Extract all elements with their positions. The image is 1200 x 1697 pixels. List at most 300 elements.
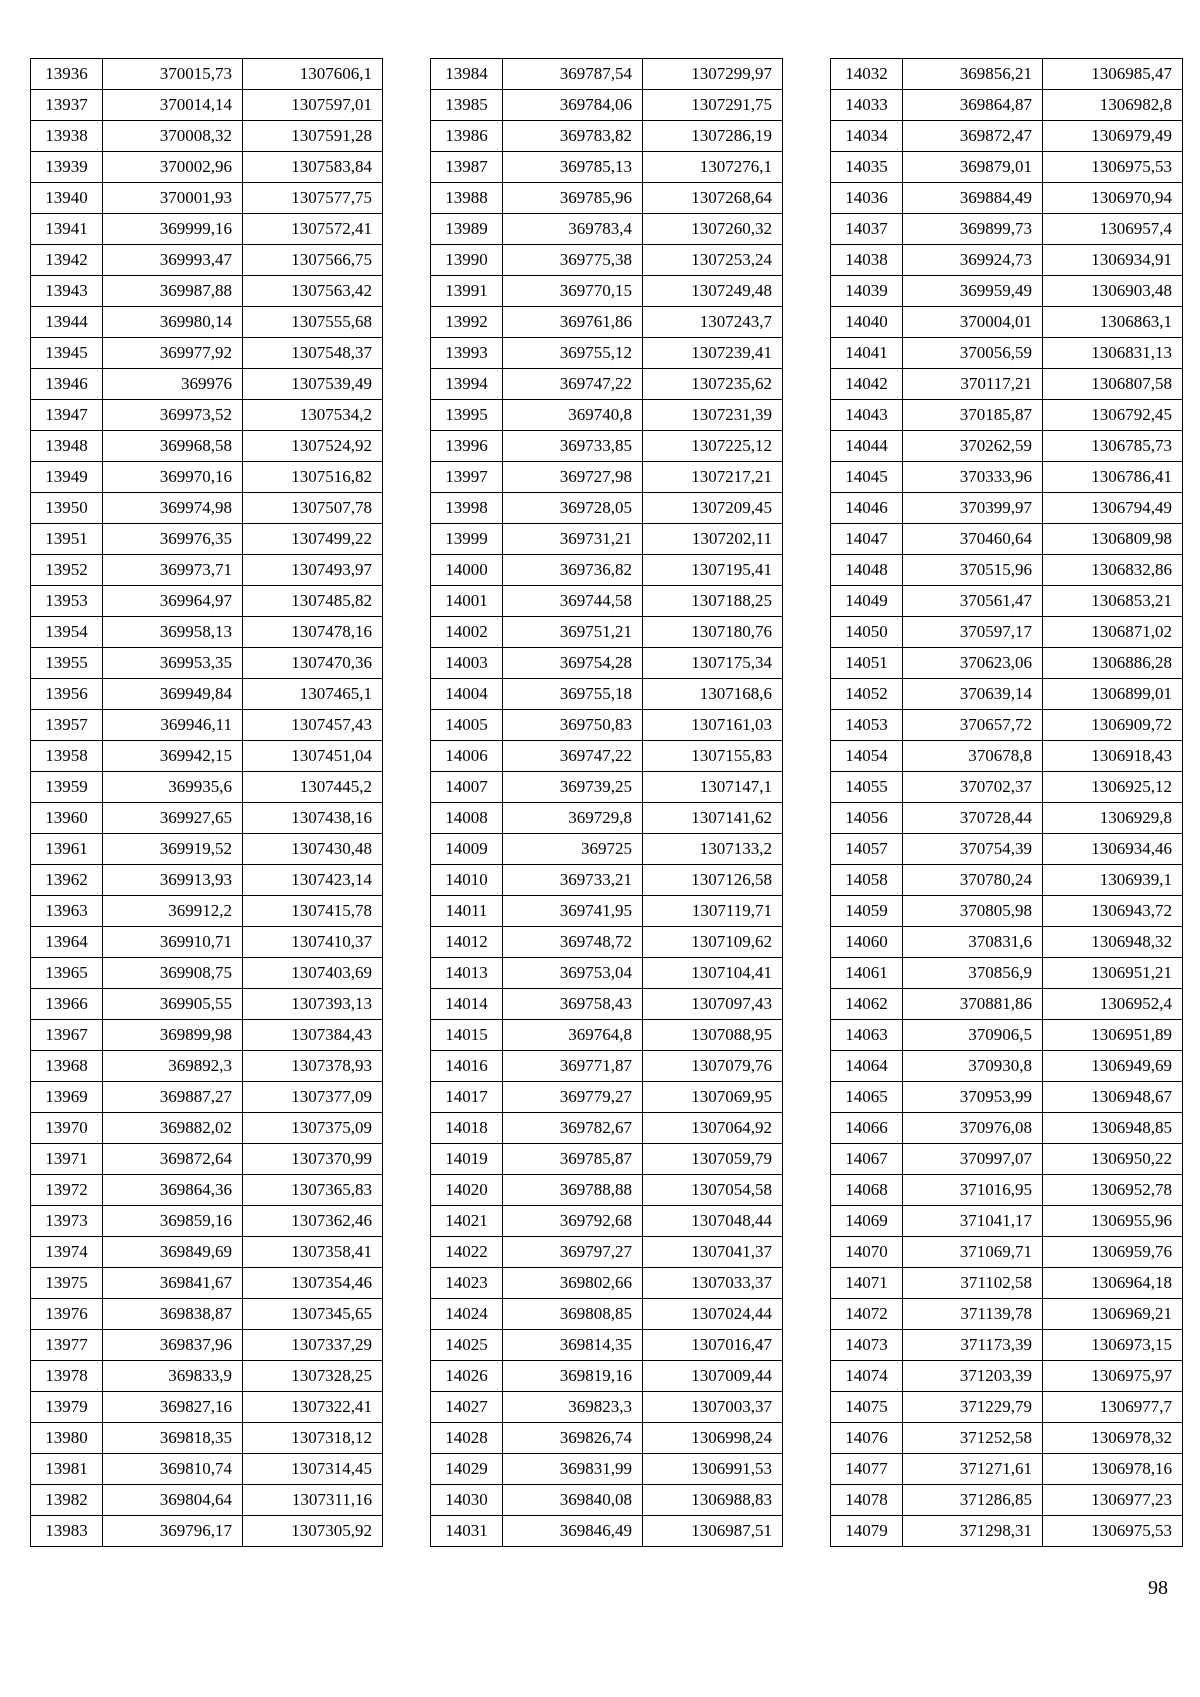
point-number-cell: 14050 xyxy=(831,617,903,648)
x-coordinate-cell: 369964,97 xyxy=(103,586,243,617)
point-number-cell: 14000 xyxy=(431,555,503,586)
x-coordinate-cell: 369810,74 xyxy=(103,1454,243,1485)
y-coordinate-cell: 1306959,76 xyxy=(1043,1237,1183,1268)
point-number-cell: 13985 xyxy=(431,90,503,121)
table-row xyxy=(831,865,1183,896)
y-coordinate-cell: 1307572,41 xyxy=(243,214,383,245)
table-row xyxy=(31,462,383,493)
point-number-cell: 14031 xyxy=(431,1516,503,1547)
table-row xyxy=(831,710,1183,741)
table-row xyxy=(31,1423,383,1454)
y-coordinate-cell: 1307524,92 xyxy=(243,431,383,462)
point-number-cell: 14055 xyxy=(831,772,903,803)
y-coordinate-cell: 1307054,58 xyxy=(643,1175,783,1206)
x-coordinate-cell: 369804,64 xyxy=(103,1485,243,1516)
y-coordinate-cell: 1307155,83 xyxy=(643,741,783,772)
y-coordinate-cell: 1307239,41 xyxy=(643,338,783,369)
point-number-cell: 14030 xyxy=(431,1485,503,1516)
y-coordinate-cell: 1307563,42 xyxy=(243,276,383,307)
x-coordinate-cell: 370639,14 xyxy=(903,679,1043,710)
point-number-cell: 14059 xyxy=(831,896,903,927)
table-row xyxy=(431,276,783,307)
x-coordinate-cell: 369827,16 xyxy=(103,1392,243,1423)
y-coordinate-cell: 1307322,41 xyxy=(243,1392,383,1423)
point-number-cell: 13954 xyxy=(31,617,103,648)
table-row xyxy=(831,648,1183,679)
y-coordinate-cell: 1306964,18 xyxy=(1043,1268,1183,1299)
y-coordinate-cell: 1307403,69 xyxy=(243,958,383,989)
x-coordinate-cell: 369856,21 xyxy=(903,59,1043,90)
point-number-cell: 14032 xyxy=(831,59,903,90)
y-coordinate-cell: 1307188,25 xyxy=(643,586,783,617)
table-row xyxy=(431,989,783,1020)
point-number-cell: 14053 xyxy=(831,710,903,741)
table-row xyxy=(31,1020,383,1051)
table-row xyxy=(31,1454,383,1485)
y-coordinate-cell: 1306949,69 xyxy=(1043,1051,1183,1082)
table-row xyxy=(431,803,783,834)
x-coordinate-cell: 370678,8 xyxy=(903,741,1043,772)
y-coordinate-cell: 1307064,92 xyxy=(643,1113,783,1144)
y-coordinate-cell: 1307358,41 xyxy=(243,1237,383,1268)
x-coordinate-cell: 369741,95 xyxy=(503,896,643,927)
table-row xyxy=(831,1113,1183,1144)
y-coordinate-cell: 1306978,16 xyxy=(1043,1454,1183,1485)
point-number-cell: 13969 xyxy=(31,1082,103,1113)
x-coordinate-cell: 371298,31 xyxy=(903,1516,1043,1547)
x-coordinate-cell: 370004,01 xyxy=(903,307,1043,338)
table-row xyxy=(431,400,783,431)
x-coordinate-cell: 371016,95 xyxy=(903,1175,1043,1206)
table-row xyxy=(831,1485,1183,1516)
x-coordinate-cell: 369884,49 xyxy=(903,183,1043,214)
x-coordinate-cell: 369761,86 xyxy=(503,307,643,338)
x-coordinate-cell: 370002,96 xyxy=(103,152,243,183)
y-coordinate-cell: 1307370,99 xyxy=(243,1144,383,1175)
point-number-cell: 13958 xyxy=(31,741,103,772)
point-number-cell: 13942 xyxy=(31,245,103,276)
point-number-cell: 14070 xyxy=(831,1237,903,1268)
y-coordinate-cell: 1307499,22 xyxy=(243,524,383,555)
table-row xyxy=(31,927,383,958)
point-number-cell: 13978 xyxy=(31,1361,103,1392)
x-coordinate-cell: 369841,67 xyxy=(103,1268,243,1299)
y-coordinate-cell: 1307253,24 xyxy=(643,245,783,276)
point-number-cell: 14072 xyxy=(831,1299,903,1330)
point-number-cell: 13990 xyxy=(431,245,503,276)
y-coordinate-cell: 1307478,16 xyxy=(243,617,383,648)
point-number-cell: 13948 xyxy=(31,431,103,462)
point-number-cell: 13959 xyxy=(31,772,103,803)
table-row xyxy=(31,152,383,183)
point-number-cell: 14073 xyxy=(831,1330,903,1361)
table-row xyxy=(31,1144,383,1175)
point-number-cell: 14033 xyxy=(831,90,903,121)
x-coordinate-cell: 369892,3 xyxy=(103,1051,243,1082)
table-row xyxy=(431,741,783,772)
table-row xyxy=(431,1268,783,1299)
x-coordinate-cell: 370515,96 xyxy=(903,555,1043,586)
point-number-cell: 13944 xyxy=(31,307,103,338)
y-coordinate-cell: 1307465,1 xyxy=(243,679,383,710)
x-coordinate-cell: 369814,35 xyxy=(503,1330,643,1361)
x-coordinate-cell: 369784,06 xyxy=(503,90,643,121)
point-number-cell: 14020 xyxy=(431,1175,503,1206)
table-row xyxy=(31,834,383,865)
table-row xyxy=(831,1516,1183,1547)
point-number-cell: 13982 xyxy=(31,1485,103,1516)
table-row xyxy=(431,90,783,121)
y-coordinate-cell: 1307415,78 xyxy=(243,896,383,927)
point-number-cell: 14069 xyxy=(831,1206,903,1237)
table-row xyxy=(431,586,783,617)
x-coordinate-cell: 369788,88 xyxy=(503,1175,643,1206)
x-coordinate-cell: 370976,08 xyxy=(903,1113,1043,1144)
y-coordinate-cell: 1307393,13 xyxy=(243,989,383,1020)
x-coordinate-cell: 369987,88 xyxy=(103,276,243,307)
table-row xyxy=(431,927,783,958)
point-number-cell: 14027 xyxy=(431,1392,503,1423)
x-coordinate-cell: 369729,8 xyxy=(503,803,643,834)
table-row xyxy=(831,555,1183,586)
y-coordinate-cell: 1307291,75 xyxy=(643,90,783,121)
point-number-cell: 13983 xyxy=(31,1516,103,1547)
point-number-cell: 14011 xyxy=(431,896,503,927)
table-row xyxy=(831,524,1183,555)
y-coordinate-cell: 1306957,4 xyxy=(1043,214,1183,245)
table-row xyxy=(31,1051,383,1082)
table-row xyxy=(31,1330,383,1361)
y-coordinate-cell: 1306948,67 xyxy=(1043,1082,1183,1113)
x-coordinate-cell: 370561,47 xyxy=(903,586,1043,617)
table-row xyxy=(831,1330,1183,1361)
point-number-cell: 13976 xyxy=(31,1299,103,1330)
table-row xyxy=(831,741,1183,772)
table-row xyxy=(431,1392,783,1423)
point-number-cell: 14044 xyxy=(831,431,903,462)
y-coordinate-cell: 1307126,58 xyxy=(643,865,783,896)
point-number-cell: 13962 xyxy=(31,865,103,896)
y-coordinate-cell: 1307577,75 xyxy=(243,183,383,214)
point-number-cell: 13972 xyxy=(31,1175,103,1206)
table-row xyxy=(431,183,783,214)
point-number-cell: 13970 xyxy=(31,1113,103,1144)
point-number-cell: 14054 xyxy=(831,741,903,772)
x-coordinate-cell: 370623,06 xyxy=(903,648,1043,679)
x-coordinate-cell: 369980,14 xyxy=(103,307,243,338)
point-number-cell: 14060 xyxy=(831,927,903,958)
point-number-cell: 13965 xyxy=(31,958,103,989)
point-number-cell: 14062 xyxy=(831,989,903,1020)
y-coordinate-cell: 1307451,04 xyxy=(243,741,383,772)
y-coordinate-cell: 1307097,43 xyxy=(643,989,783,1020)
y-coordinate-cell: 1307305,92 xyxy=(243,1516,383,1547)
y-coordinate-cell: 1307147,1 xyxy=(643,772,783,803)
table-row xyxy=(431,307,783,338)
y-coordinate-cell: 1307268,64 xyxy=(643,183,783,214)
x-coordinate-cell: 369725 xyxy=(503,834,643,865)
point-number-cell: 14006 xyxy=(431,741,503,772)
point-number-cell: 14045 xyxy=(831,462,903,493)
y-coordinate-cell: 1307141,62 xyxy=(643,803,783,834)
table-row xyxy=(31,338,383,369)
x-coordinate-cell: 369919,52 xyxy=(103,834,243,865)
x-coordinate-cell: 369831,99 xyxy=(503,1454,643,1485)
point-number-cell: 14004 xyxy=(431,679,503,710)
x-coordinate-cell: 369826,74 xyxy=(503,1423,643,1454)
x-coordinate-cell: 369727,98 xyxy=(503,462,643,493)
y-coordinate-cell: 1306785,73 xyxy=(1043,431,1183,462)
x-coordinate-cell: 369740,8 xyxy=(503,400,643,431)
point-number-cell: 14067 xyxy=(831,1144,903,1175)
x-coordinate-cell: 371286,85 xyxy=(903,1485,1043,1516)
y-coordinate-cell: 1307318,12 xyxy=(243,1423,383,1454)
y-coordinate-cell: 1307375,09 xyxy=(243,1113,383,1144)
x-coordinate-cell: 370262,59 xyxy=(903,431,1043,462)
y-coordinate-cell: 1307597,01 xyxy=(243,90,383,121)
table-row xyxy=(31,1082,383,1113)
y-coordinate-cell: 1307438,16 xyxy=(243,803,383,834)
table-row xyxy=(831,431,1183,462)
table-row xyxy=(31,245,383,276)
table-row xyxy=(431,679,783,710)
point-number-cell: 13993 xyxy=(431,338,503,369)
x-coordinate-cell: 369993,47 xyxy=(103,245,243,276)
x-coordinate-cell: 369758,43 xyxy=(503,989,643,1020)
x-coordinate-cell: 369755,12 xyxy=(503,338,643,369)
table-row xyxy=(31,400,383,431)
table-row xyxy=(431,710,783,741)
y-coordinate-cell: 1307377,09 xyxy=(243,1082,383,1113)
table-row xyxy=(31,741,383,772)
table-row xyxy=(431,648,783,679)
point-number-cell: 13999 xyxy=(431,524,503,555)
point-number-cell: 14015 xyxy=(431,1020,503,1051)
x-coordinate-cell: 369750,83 xyxy=(503,710,643,741)
table-row xyxy=(431,834,783,865)
table-row xyxy=(831,1237,1183,1268)
table-row xyxy=(831,214,1183,245)
y-coordinate-cell: 1306903,48 xyxy=(1043,276,1183,307)
point-number-cell: 14056 xyxy=(831,803,903,834)
table-row xyxy=(831,400,1183,431)
point-number-cell: 14065 xyxy=(831,1082,903,1113)
point-number-cell: 14025 xyxy=(431,1330,503,1361)
x-coordinate-cell: 369837,96 xyxy=(103,1330,243,1361)
point-number-cell: 14047 xyxy=(831,524,903,555)
x-coordinate-cell: 370953,99 xyxy=(903,1082,1043,1113)
x-coordinate-cell: 370015,73 xyxy=(103,59,243,90)
x-coordinate-cell: 369970,16 xyxy=(103,462,243,493)
y-coordinate-cell: 1307485,82 xyxy=(243,586,383,617)
point-number-cell: 13953 xyxy=(31,586,103,617)
table-row xyxy=(431,462,783,493)
y-coordinate-cell: 1307048,44 xyxy=(643,1206,783,1237)
x-coordinate-cell: 369731,21 xyxy=(503,524,643,555)
x-coordinate-cell: 370805,98 xyxy=(903,896,1043,927)
point-number-cell: 14042 xyxy=(831,369,903,400)
y-coordinate-cell: 1307119,71 xyxy=(643,896,783,927)
table-row xyxy=(431,772,783,803)
point-number-cell: 14002 xyxy=(431,617,503,648)
x-coordinate-cell: 370856,9 xyxy=(903,958,1043,989)
table-row xyxy=(31,307,383,338)
point-number-cell: 13994 xyxy=(431,369,503,400)
y-coordinate-cell: 1306998,24 xyxy=(643,1423,783,1454)
table-row xyxy=(831,772,1183,803)
x-coordinate-cell: 370754,39 xyxy=(903,834,1043,865)
x-coordinate-cell: 369818,35 xyxy=(103,1423,243,1454)
table-row xyxy=(31,276,383,307)
x-coordinate-cell: 370014,14 xyxy=(103,90,243,121)
x-coordinate-cell: 369796,17 xyxy=(103,1516,243,1547)
point-number-cell: 13987 xyxy=(431,152,503,183)
point-number-cell: 13980 xyxy=(31,1423,103,1454)
point-number-cell: 13937 xyxy=(31,90,103,121)
point-number-cell: 14007 xyxy=(431,772,503,803)
table-row xyxy=(431,1082,783,1113)
x-coordinate-cell: 370780,24 xyxy=(903,865,1043,896)
x-coordinate-cell: 369849,69 xyxy=(103,1237,243,1268)
y-coordinate-cell: 1306853,21 xyxy=(1043,586,1183,617)
point-number-cell: 14079 xyxy=(831,1516,903,1547)
x-coordinate-cell: 369942,15 xyxy=(103,741,243,772)
point-number-cell: 14026 xyxy=(431,1361,503,1392)
x-coordinate-cell: 369968,58 xyxy=(103,431,243,462)
point-number-cell: 13939 xyxy=(31,152,103,183)
point-number-cell: 14063 xyxy=(831,1020,903,1051)
x-coordinate-cell: 369787,54 xyxy=(503,59,643,90)
y-coordinate-cell: 1307566,75 xyxy=(243,245,383,276)
x-coordinate-cell: 369764,8 xyxy=(503,1020,643,1051)
point-number-cell: 13979 xyxy=(31,1392,103,1423)
table-row xyxy=(431,338,783,369)
x-coordinate-cell: 369792,68 xyxy=(503,1206,643,1237)
x-coordinate-cell: 369899,98 xyxy=(103,1020,243,1051)
table-row xyxy=(31,90,383,121)
point-number-cell: 13988 xyxy=(431,183,503,214)
point-number-cell: 14051 xyxy=(831,648,903,679)
x-coordinate-cell: 371041,17 xyxy=(903,1206,1043,1237)
table-row xyxy=(431,1237,783,1268)
x-coordinate-cell: 369808,85 xyxy=(503,1299,643,1330)
x-coordinate-cell: 369946,11 xyxy=(103,710,243,741)
x-coordinate-cell: 369819,16 xyxy=(503,1361,643,1392)
x-coordinate-cell: 369974,98 xyxy=(103,493,243,524)
y-coordinate-cell: 1307548,37 xyxy=(243,338,383,369)
x-coordinate-cell: 369733,21 xyxy=(503,865,643,896)
table-row xyxy=(831,462,1183,493)
table-row xyxy=(431,1516,783,1547)
x-coordinate-cell: 369958,13 xyxy=(103,617,243,648)
point-number-cell: 13971 xyxy=(31,1144,103,1175)
table-row xyxy=(31,958,383,989)
y-coordinate-cell: 1306977,23 xyxy=(1043,1485,1183,1516)
table-row xyxy=(831,1361,1183,1392)
y-coordinate-cell: 1307003,37 xyxy=(643,1392,783,1423)
point-number-cell: 14022 xyxy=(431,1237,503,1268)
point-number-cell: 14028 xyxy=(431,1423,503,1454)
x-coordinate-cell: 369953,35 xyxy=(103,648,243,679)
y-coordinate-cell: 1307180,76 xyxy=(643,617,783,648)
x-coordinate-cell: 370399,97 xyxy=(903,493,1043,524)
table-row xyxy=(31,183,383,214)
y-coordinate-cell: 1307059,79 xyxy=(643,1144,783,1175)
point-number-cell: 14066 xyxy=(831,1113,903,1144)
y-coordinate-cell: 1306943,72 xyxy=(1043,896,1183,927)
x-coordinate-cell: 371203,39 xyxy=(903,1361,1043,1392)
table-row xyxy=(31,1361,383,1392)
point-number-cell: 13956 xyxy=(31,679,103,710)
table-row xyxy=(431,121,783,152)
table-row xyxy=(31,1485,383,1516)
table-row xyxy=(831,245,1183,276)
point-number-cell: 13984 xyxy=(431,59,503,90)
y-coordinate-cell: 1307088,95 xyxy=(643,1020,783,1051)
table-row xyxy=(31,648,383,679)
y-coordinate-cell: 1306952,78 xyxy=(1043,1175,1183,1206)
y-coordinate-cell: 1306978,32 xyxy=(1043,1423,1183,1454)
table-row xyxy=(831,276,1183,307)
point-number-cell: 14017 xyxy=(431,1082,503,1113)
table-row xyxy=(31,121,383,152)
x-coordinate-cell: 369783,4 xyxy=(503,214,643,245)
point-number-cell: 13941 xyxy=(31,214,103,245)
point-number-cell: 13967 xyxy=(31,1020,103,1051)
point-number-cell: 14052 xyxy=(831,679,903,710)
x-coordinate-cell: 369785,87 xyxy=(503,1144,643,1175)
point-number-cell: 14074 xyxy=(831,1361,903,1392)
table-row xyxy=(431,617,783,648)
point-number-cell: 14057 xyxy=(831,834,903,865)
x-coordinate-cell: 370702,37 xyxy=(903,772,1043,803)
point-number-cell: 13975 xyxy=(31,1268,103,1299)
table-row xyxy=(31,586,383,617)
coordinate-table-3 xyxy=(830,58,1183,1547)
y-coordinate-cell: 1307249,48 xyxy=(643,276,783,307)
table-row xyxy=(31,214,383,245)
y-coordinate-cell: 1307534,2 xyxy=(243,400,383,431)
point-number-cell: 14071 xyxy=(831,1268,903,1299)
point-number-cell: 14003 xyxy=(431,648,503,679)
x-coordinate-cell: 369879,01 xyxy=(903,152,1043,183)
x-coordinate-cell: 370597,17 xyxy=(903,617,1043,648)
point-number-cell: 14012 xyxy=(431,927,503,958)
table-row xyxy=(831,1423,1183,1454)
y-coordinate-cell: 1307286,19 xyxy=(643,121,783,152)
y-coordinate-cell: 1306951,89 xyxy=(1043,1020,1183,1051)
x-coordinate-cell: 369771,87 xyxy=(503,1051,643,1082)
point-number-cell: 14005 xyxy=(431,710,503,741)
table-row xyxy=(831,989,1183,1020)
y-coordinate-cell: 1307365,83 xyxy=(243,1175,383,1206)
x-coordinate-cell: 369775,38 xyxy=(503,245,643,276)
y-coordinate-cell: 1307033,37 xyxy=(643,1268,783,1299)
x-coordinate-cell: 370881,86 xyxy=(903,989,1043,1020)
y-coordinate-cell: 1306886,28 xyxy=(1043,648,1183,679)
y-coordinate-cell: 1307225,12 xyxy=(643,431,783,462)
table-row xyxy=(31,1299,383,1330)
x-coordinate-cell: 369785,13 xyxy=(503,152,643,183)
point-number-cell: 13957 xyxy=(31,710,103,741)
x-coordinate-cell: 371271,61 xyxy=(903,1454,1043,1485)
table-row xyxy=(431,1206,783,1237)
x-coordinate-cell: 369833,9 xyxy=(103,1361,243,1392)
point-number-cell: 14041 xyxy=(831,338,903,369)
y-coordinate-cell: 1307217,21 xyxy=(643,462,783,493)
table-row xyxy=(831,338,1183,369)
point-number-cell: 14037 xyxy=(831,214,903,245)
